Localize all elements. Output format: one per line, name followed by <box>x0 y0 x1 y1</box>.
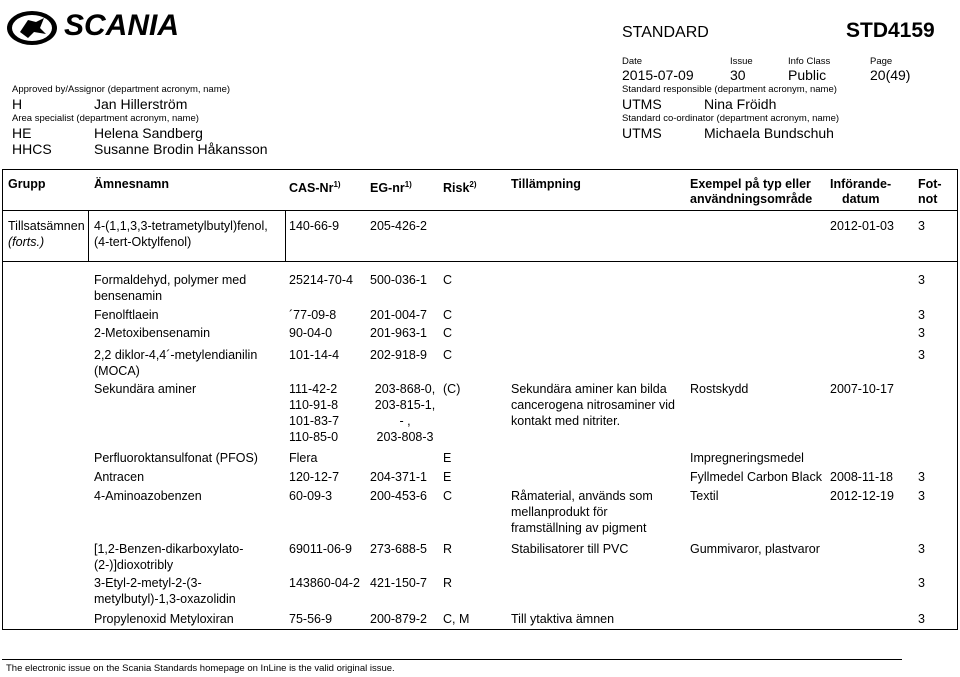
cell-substance: 2-Metoxibensenamin <box>94 326 211 340</box>
footer-divider <box>2 659 902 660</box>
cell-note: 3 <box>918 576 925 590</box>
cell-eg: 204-371-1 <box>370 470 427 484</box>
cell-risk: E <box>443 451 452 465</box>
cell-risk: C <box>443 308 453 322</box>
first-row-note: 3 <box>918 219 925 233</box>
cell-risk: C <box>443 489 453 503</box>
cell-note: 3 <box>918 612 925 626</box>
cell-eg: 200-453-6 <box>370 489 427 503</box>
cell-eg: 202-918-9 <box>370 348 427 362</box>
header-divider <box>3 210 957 211</box>
cell-example: Rostskydd <box>690 382 749 396</box>
cell-eg: 201-963-1 <box>370 326 427 340</box>
cell-note: 3 <box>918 470 925 484</box>
header-note: Fot- not <box>918 177 942 206</box>
footer-text: The electronic issue on the Scania Standards homepage on InLine is the valid original issue. <box>6 663 395 674</box>
header-application: Tillämpning <box>511 177 581 191</box>
cell-cas: 143860-04-2 <box>289 576 360 590</box>
cell-date: 2007-10-17 <box>830 382 894 396</box>
standard-label: STANDARD <box>622 24 709 41</box>
cell-risk: E <box>443 470 452 484</box>
logo-wordmark: SCANIA <box>64 9 180 42</box>
cell-application: Till ytaktiva ämnen <box>511 612 615 626</box>
first-row-substance: 4-(1,1,3,3-tetrametylbutyl)fenol, (4-tert-Oktylfenol) <box>94 219 268 249</box>
cell-substance: 4-Aminoazobenzen <box>94 489 202 503</box>
cell-cas: ´77-09-8 <box>289 308 337 322</box>
cell-cas: Flera <box>289 451 318 465</box>
cell-note: 3 <box>918 542 925 556</box>
first-row-cas: 140-66-9 <box>289 219 340 233</box>
cell-note: 3 <box>918 489 925 503</box>
area-specialist-dept: HE <box>12 125 32 141</box>
info-class: Public <box>788 67 827 83</box>
cell-risk: R <box>443 542 453 556</box>
approved-dept: H <box>12 96 23 112</box>
cell-cas: 60-09-3 <box>289 489 333 503</box>
cell-date: 2012-12-19 <box>830 489 894 503</box>
issue-date: 2015-07-09 <box>622 67 694 83</box>
header-date: Införande- datum <box>830 177 892 206</box>
page-label: Page <box>870 56 893 67</box>
cell-cas: 69011-06-9 <box>289 542 353 556</box>
area-specialist-dept: HHCS <box>12 141 52 157</box>
cell-example: Textil <box>690 489 719 503</box>
area-specialist-name: Helena Sandberg <box>94 125 203 141</box>
cell-eg: 200-879-2 <box>370 612 427 626</box>
cell-cas: 101-14-4 <box>289 348 340 362</box>
standard-coordinator-label: Standard co-ordinator (department acronym, name) <box>622 113 840 124</box>
standard-responsible-label: Standard responsible (department acronym, name) <box>622 84 837 95</box>
cell-eg: 421-150-7 <box>370 576 427 590</box>
header-substance: Ämnesnamn <box>94 177 170 191</box>
cell-note: 3 <box>918 348 925 362</box>
cell-risk: C, M <box>443 612 470 626</box>
page-number: 20(49) <box>870 67 911 83</box>
header-example: Exempel på typ eller användningsområde <box>690 177 813 206</box>
cell-cas: 90-04-0 <box>289 326 333 340</box>
cell-substance: Fenolftlaein <box>94 308 159 322</box>
cell-cas: 25214-70-4 <box>289 273 353 287</box>
griffin-emblem-icon <box>6 10 58 46</box>
cell-risk: C <box>443 326 453 340</box>
first-row-eg: 205-426-2 <box>370 219 427 233</box>
header-cas: CAS-Nr$^{1)}$ <box>289 180 341 196</box>
group-column-divider <box>88 210 89 261</box>
first-row-date: 2012-01-03 <box>830 219 894 233</box>
approved-name: Jan Hillerström <box>94 96 188 112</box>
responsible-name: Nina Fröidh <box>704 96 777 112</box>
group-divider <box>3 261 957 262</box>
cell-substance: Formaldehyd, polymer med bensenamin <box>94 273 247 303</box>
cell-cas: 120-12-7 <box>289 470 340 484</box>
group-name: Tillsatsämnen (forts.) <box>8 219 85 249</box>
coordinator-dept: UTMS <box>622 125 662 141</box>
header-risk: Risk$^{2)}$ <box>443 180 477 196</box>
responsible-dept: UTMS <box>622 96 662 112</box>
area-specialist-label: Area specialist (department acronym, name) <box>12 113 199 124</box>
cell-application: Stabilisatorer till PVC <box>511 542 629 556</box>
cell-eg: 500-036-1 <box>370 273 427 287</box>
cell-substance: 2,2 diklor-4,4´-metylendianilin (MOCA) <box>94 348 258 378</box>
cell-risk: C <box>443 348 453 362</box>
cell-example: Gummivaror, plastvaror <box>690 542 820 556</box>
header-group: Grupp <box>8 177 46 191</box>
cell-substance: Propylenoxid Metyloxiran <box>94 612 234 626</box>
issue-label: Issue <box>730 56 753 67</box>
cell-eg: 201-004-7 <box>370 308 427 322</box>
cell-substance: 3-Etyl-2-metyl-2-(3-metylbutyl)-1,3-oxazolidin <box>94 576 236 606</box>
cell-eg: 203-868-0, 203-815-1, - , 203-808-3 <box>374 382 436 444</box>
cell-example: Fyllmedel Carbon Black <box>690 470 822 484</box>
cell-cas: 75-56-9 <box>289 612 333 626</box>
cell-cas: 111-42-2 110-91-8 101-83-7 110-85-0 <box>289 382 340 444</box>
cell-date: 2008-11-18 <box>830 470 894 484</box>
info-class-label: Info Class <box>788 56 831 67</box>
header-eg: $EG-nr^{1)}$ <box>370 180 412 196</box>
standard-number: STD4159 <box>846 19 935 42</box>
area-specialist-name: Susanne Brodin Håkansson <box>94 141 268 157</box>
cell-note: 3 <box>918 308 925 322</box>
cell-substance: Sekundära aminer <box>94 382 197 396</box>
cell-substance: Antracen <box>94 470 145 484</box>
cell-application: Råmaterial, används som mellanprodukt för framställning av pigment <box>511 489 653 535</box>
cell-risk: C <box>443 273 453 287</box>
cell-eg: 273-688-5 <box>370 542 427 556</box>
cell-substance: Perfluoroktansulfonat (PFOS) <box>94 451 258 465</box>
scania-logo <box>6 10 206 48</box>
cell-example: Impregneringsmedel <box>690 451 804 465</box>
cell-note: 3 <box>918 326 925 340</box>
date-label: Date <box>622 56 643 67</box>
issue-number: 30 <box>730 67 746 83</box>
cell-note: 3 <box>918 273 925 287</box>
cell-substance: [1,2-Benzen-dikarboxylato-(2-)]dioxotribly <box>94 542 244 572</box>
cell-risk: R <box>443 576 453 590</box>
approved-by-label: Approved by/Assignor (department acronym, name) <box>12 84 231 95</box>
cell-risk: (C) <box>443 382 461 396</box>
coordinator-name: Michaela Bundschuh <box>704 125 834 141</box>
substance-column-divider <box>285 210 286 261</box>
cell-application: Sekundära aminer kan bilda cancerogena nitrosaminer vid kontakt med nitriter. <box>511 382 675 428</box>
